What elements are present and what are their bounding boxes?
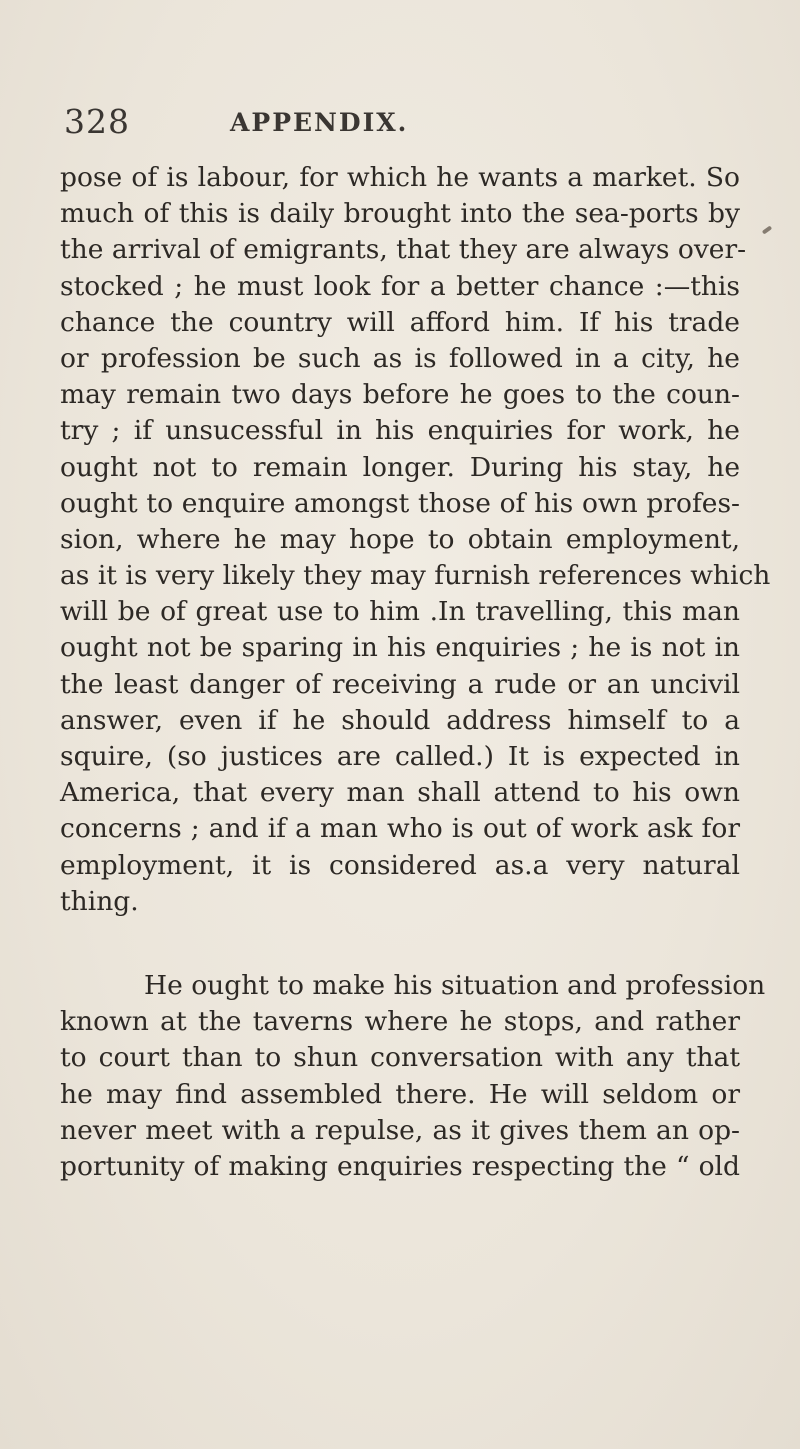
text-line: stocked ; he must look for a better chance :—this bbox=[60, 270, 740, 302]
text-line: never meet with a repulse, as it gives them an op- bbox=[60, 1114, 740, 1146]
text-line: much of this is daily brought into the sea-ports by bbox=[60, 198, 740, 230]
text-line: thing. bbox=[60, 885, 139, 917]
paper-mark bbox=[762, 225, 772, 234]
running-head bbox=[60, 102, 740, 146]
text-line: ought not be sparing in his enquiries ; he is not in bbox=[60, 632, 740, 664]
body-text bbox=[60, 160, 771, 1185]
text-line: America, that every man shall attend to his own bbox=[60, 777, 740, 809]
text-line: he may find assembled there. He will seldom or bbox=[60, 1078, 740, 1110]
text-line: will be of great use to him .In travelling, this man bbox=[60, 596, 740, 628]
text-line: known at the taverns where he stops, and rather bbox=[60, 1006, 740, 1038]
paragraph-1 bbox=[60, 160, 771, 920]
text-line: may remain two days before he goes to the coun- bbox=[60, 379, 740, 411]
text-line: as it is very likely they may furnish references which bbox=[60, 560, 771, 592]
page-number: 328 bbox=[64, 102, 130, 141]
text-line: the arrival of emigrants, that they are always over- bbox=[60, 234, 747, 266]
text-line: pose of is labour, for which he wants a market. So bbox=[60, 162, 740, 193]
text-line: portunity of making enquiries respecting the “ old bbox=[60, 1150, 740, 1182]
section-title: APPENDIX. bbox=[230, 108, 409, 137]
text-line: to court than to shun conversation with any that bbox=[60, 1042, 740, 1074]
paragraph-gap bbox=[60, 920, 740, 968]
text-line: chance the country will afford him. If his trade bbox=[60, 306, 740, 338]
text-line: the least danger of receiving a rude or an uncivil bbox=[60, 668, 740, 700]
text-line: employment, it is considered as.a very natural bbox=[60, 849, 740, 881]
text-line: ought not to remain longer. During his stay, he bbox=[60, 451, 740, 483]
text-line: sion, where he may hope to obtain employment, bbox=[60, 523, 740, 555]
text-line: try ; if unsucessful in his enquiries for work, he bbox=[60, 415, 740, 447]
text-line: or profession be such as is followed in a city, he bbox=[60, 342, 740, 374]
text-line: answer, even if he should address himself to a bbox=[60, 704, 740, 736]
text-line: concerns ; and if a man who is out of work ask for bbox=[60, 813, 740, 845]
text-line: He ought to make his situation and profession bbox=[144, 969, 766, 1001]
text-line: ought to enquire amongst those of his own profes- bbox=[60, 487, 740, 519]
paragraph-2 bbox=[60, 968, 766, 1185]
text-line: squire, (so justices are called.) It is expected in bbox=[60, 741, 740, 772]
